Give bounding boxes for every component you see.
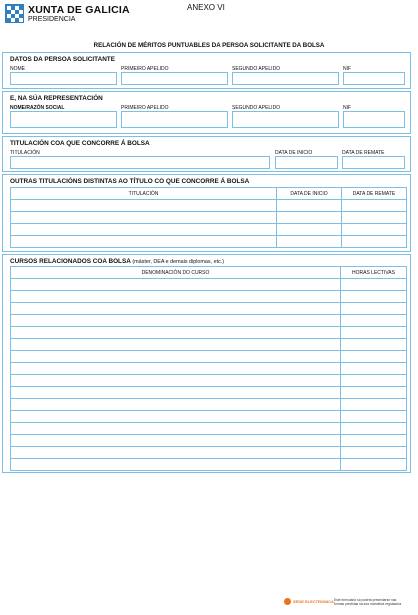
sede-electronica-seal: SEDE ELECTRÓNICA — [293, 599, 334, 604]
table-row — [11, 236, 407, 248]
degree-start-label: DATA DE INICIO — [275, 150, 313, 156]
table-cell[interactable] — [342, 236, 407, 248]
table-row — [11, 375, 407, 387]
table-cell[interactable] — [342, 200, 407, 212]
table-cell[interactable] — [11, 279, 341, 291]
annex-label: ANEXO VI — [187, 3, 225, 12]
table-header-row — [11, 188, 407, 200]
nif-label: NIF — [343, 66, 352, 72]
degree-field[interactable] — [10, 156, 270, 169]
table-row — [11, 303, 407, 315]
rep-surname1-field[interactable] — [121, 111, 228, 128]
logo-cell — [19, 10, 23, 14]
footer-note-line: formas previstas na súa normativa reguladora — [334, 602, 402, 606]
other-degrees-section-title: OUTRAS TITULACIÓNS DISTINTAS AO TÍTULO CO QUE CONCORRE Á BOLSA — [10, 178, 250, 185]
document-title: RELACIÓN DE MÉRITOS PUNTUABLES DA PERSOA SOLICITANTE DA BOLSA — [93, 42, 325, 49]
applicant-name-field[interactable] — [10, 72, 117, 85]
table-cell[interactable] — [341, 423, 407, 435]
rep-nif-label: NIF — [343, 105, 352, 111]
table-cell[interactable] — [11, 411, 341, 423]
rep-surname1-label: PRIMEIRO APELIDO — [121, 105, 169, 111]
org-name: XUNTA DE GALICIA — [28, 4, 130, 16]
table-row — [11, 279, 407, 291]
table-cell[interactable] — [341, 327, 407, 339]
column-header: TITULACIÓN — [11, 188, 277, 200]
table-row — [11, 459, 407, 471]
table-cell[interactable] — [11, 351, 341, 363]
surname2-label: SEGUNDO APELIDO — [232, 66, 281, 72]
column-header: DATA DE INICIO — [277, 188, 342, 200]
table-cell[interactable] — [11, 339, 341, 351]
table-cell[interactable] — [11, 375, 341, 387]
degree-end-label: DATA DE REMATE — [342, 150, 385, 156]
table-cell[interactable] — [11, 387, 341, 399]
table-cell[interactable] — [277, 224, 342, 236]
table-cell[interactable] — [11, 327, 341, 339]
table-row — [11, 411, 407, 423]
rep-name-field[interactable] — [10, 111, 117, 128]
footer-note — [334, 598, 401, 606]
table-row — [11, 200, 407, 212]
xunta-logo-icon — [5, 4, 24, 23]
logo-cell — [11, 18, 15, 22]
table-cell[interactable] — [277, 236, 342, 248]
table-cell[interactable] — [11, 200, 277, 212]
table-cell[interactable] — [11, 399, 341, 411]
company-name-label: NOME/RAZÓN SOCIAL — [10, 105, 65, 111]
rep-surname2-field[interactable] — [232, 111, 339, 128]
table-cell[interactable] — [341, 447, 407, 459]
table-cell[interactable] — [341, 399, 407, 411]
logo-cell — [19, 18, 23, 22]
name-label: NOME — [10, 66, 25, 72]
column-header: DENOMINACIÓN DO CURSO — [11, 267, 341, 279]
courses-title: CURSOS RELACIONADOS COA BOLSA — [10, 258, 131, 265]
table-cell[interactable] — [341, 375, 407, 387]
table-cell[interactable] — [277, 200, 342, 212]
column-header: HORAS LECTIVAS — [341, 267, 407, 279]
table-cell[interactable] — [341, 411, 407, 423]
footer-note-line: Este formulario só poderá presentarse nas — [334, 598, 397, 602]
table-cell[interactable] — [11, 224, 277, 236]
table-cell[interactable] — [11, 315, 341, 327]
courses-table — [10, 266, 407, 471]
table-row — [11, 399, 407, 411]
sede-electronica-logo-icon — [284, 598, 291, 605]
applicant-section-title: DATOS DA PERSOA SOLICITANTE — [10, 56, 115, 63]
table-row — [11, 212, 407, 224]
table-cell[interactable] — [11, 423, 341, 435]
org-department: PRESIDENCIA — [28, 16, 76, 23]
table-cell[interactable] — [11, 435, 341, 447]
table-cell[interactable] — [341, 351, 407, 363]
table-cell[interactable] — [341, 363, 407, 375]
table-cell[interactable] — [341, 291, 407, 303]
applicant-surname2-field[interactable] — [232, 72, 339, 85]
table-cell[interactable] — [11, 236, 277, 248]
table-cell[interactable] — [341, 459, 407, 471]
degree-start-field[interactable] — [275, 156, 338, 169]
column-header: DATA DE REMATE — [342, 188, 407, 200]
table-row — [11, 291, 407, 303]
table-cell[interactable] — [341, 279, 407, 291]
table-cell[interactable] — [341, 387, 407, 399]
table-cell[interactable] — [11, 363, 341, 375]
table-cell[interactable] — [277, 212, 342, 224]
courses-section-title — [10, 258, 224, 265]
surname1-label: PRIMEIRO APELIDO — [121, 66, 169, 72]
degree-end-field[interactable] — [342, 156, 405, 169]
table-row — [11, 363, 407, 375]
table-cell[interactable] — [11, 459, 341, 471]
rep-surname2-label: SEGUNDO APELIDO — [232, 105, 281, 111]
rep-nif-field[interactable] — [343, 111, 405, 128]
table-cell[interactable] — [341, 435, 407, 447]
table-cell[interactable] — [341, 303, 407, 315]
table-cell[interactable] — [11, 212, 277, 224]
table-row — [11, 447, 407, 459]
table-cell[interactable] — [11, 291, 341, 303]
table-row — [11, 339, 407, 351]
courses-subtitle: (máster, DEA e demais diplomas, etc.) — [132, 259, 225, 265]
table-row — [11, 224, 407, 236]
table-row — [11, 423, 407, 435]
table-row — [11, 315, 407, 327]
degree-label: TITULACIÓN — [10, 150, 40, 156]
table-row — [11, 435, 407, 447]
table-row — [11, 327, 407, 339]
table-cell[interactable] — [11, 303, 341, 315]
table-row — [11, 351, 407, 363]
table-cell[interactable] — [342, 212, 407, 224]
table-cell[interactable] — [341, 315, 407, 327]
applicant-nif-field[interactable] — [343, 72, 405, 85]
table-row — [11, 387, 407, 399]
applicant-surname1-field[interactable] — [121, 72, 228, 85]
table-header-row — [11, 267, 407, 279]
table-cell[interactable] — [11, 447, 341, 459]
table-cell[interactable] — [342, 224, 407, 236]
representative-section-title: E, NA SÚA REPRESENTACIÓN — [10, 95, 103, 102]
table-cell[interactable] — [341, 339, 407, 351]
other-degrees-table — [10, 187, 407, 248]
degree-section-title: TITULACIÓN COA QUE CONCORRE Á BOLSA — [10, 140, 150, 147]
